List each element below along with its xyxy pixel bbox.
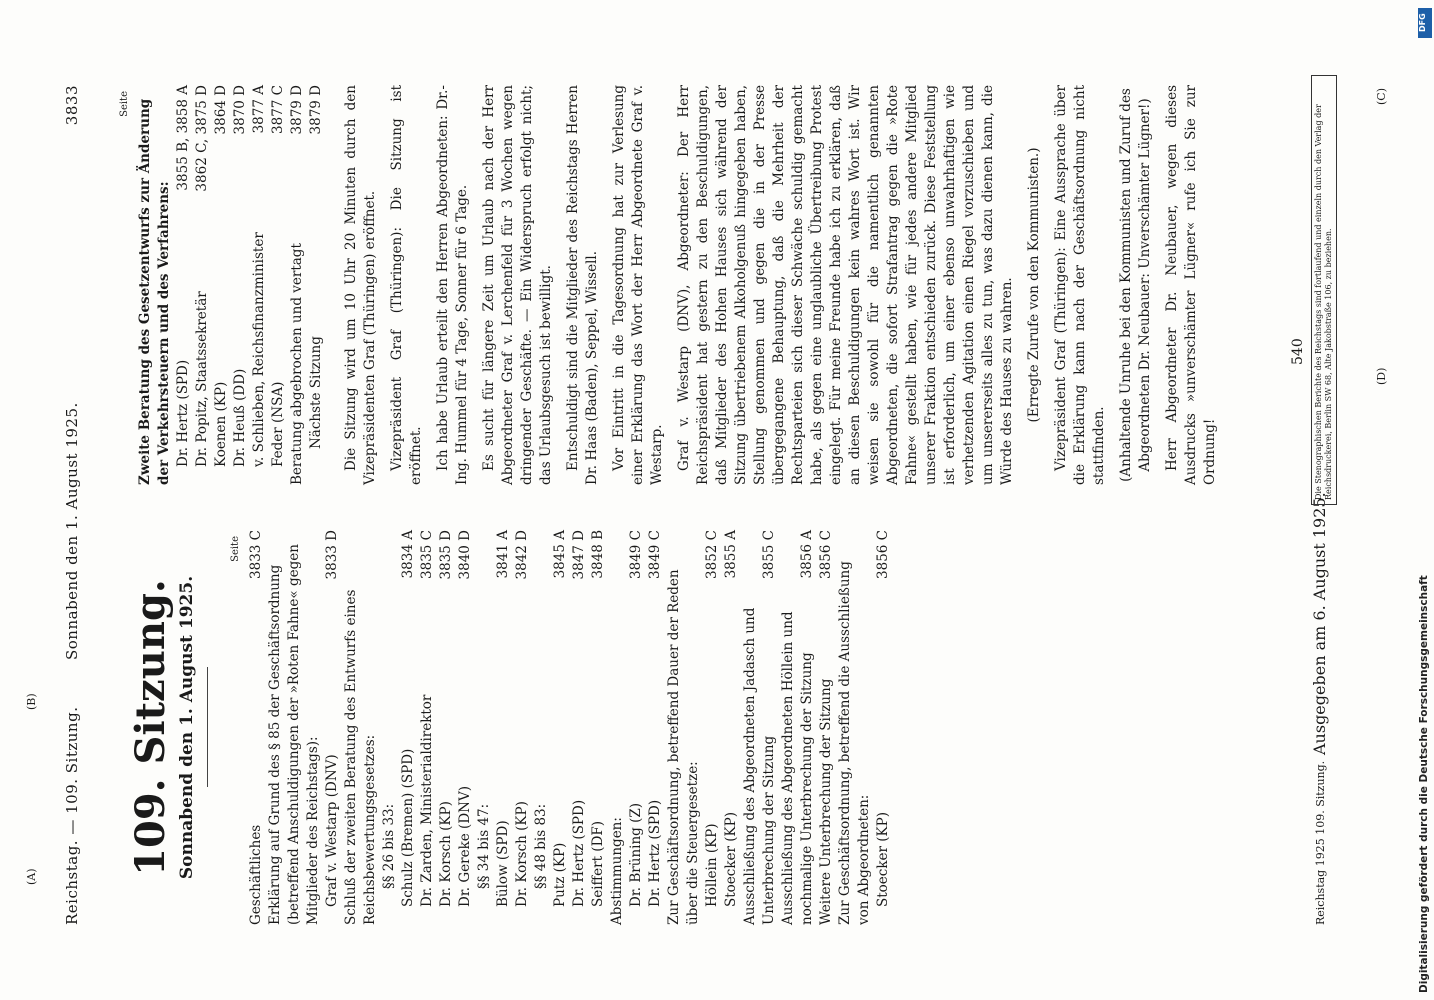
toc-entry: [380, 530, 399, 925]
toc-entry-page: 3870 D: [232, 85, 248, 135]
table-of-contents-left: [247, 530, 893, 925]
proceedings-text: [342, 85, 1220, 485]
left-column: [115, 530, 893, 925]
toc-entry-page: 3877 C: [270, 85, 286, 134]
seite-label: Seite: [230, 536, 241, 562]
toc-entry-page: 3833 D: [324, 530, 340, 580]
toc-entry-page: 3849 C: [628, 530, 644, 579]
toc-entry-text: Dr. Hertz (SPD): [647, 799, 663, 907]
toc-entry-page: 3834 A: [400, 530, 416, 579]
toc-entry-text: Dr. Korsch (KP): [514, 801, 530, 907]
toc-entry-text: Stoecker (KP): [723, 812, 739, 907]
toc-right-heading: Zweite Beratung des Gesetzentwurfs zur Änderung der Verkehrsteuern und des Verfahrens:: [137, 98, 172, 485]
body-paragraph: (Anhaltende Unruhe bei den Kommunisten und Zuruf des Abgeordneten Dr. Neubauer: Unverschämter Lügner!): [1118, 88, 1153, 482]
issue-date: Ausgegeben am 6. August 1925.: [1310, 492, 1329, 755]
toc-entry-text: Graf v. Westarp (DNV): [324, 754, 340, 907]
toc-entry: [817, 530, 836, 925]
toc-entry-page: 3841 A: [495, 530, 511, 579]
margin-marker-c: (C): [1375, 88, 1388, 105]
toc-entry-page: 3879 D: [289, 85, 305, 135]
toc-entry-text: Erklärung auf Grund des § 85 der Geschäftsordnung (betreffend Anschuldigungen der »Roten Fahne« gegen Mitglieder des Reichstags):: [267, 544, 321, 925]
toc-entry-page: 3862 C, 3875 D: [194, 85, 210, 192]
toc-entry: [418, 530, 437, 925]
toc-entry-text: Ausschließung des Abgeordneten Jadasch und Unterbrechung der Sitzung: [742, 607, 777, 925]
margin-marker-b: (B): [25, 693, 38, 710]
body-paragraph: Vor Eintritt in die Tagesordnung hat zur Verlesung einer Erklärung das Wort der Herr Abgeordnete Graf v. Westarp.: [611, 85, 665, 485]
toc-entry-page: 3840 D: [457, 530, 473, 580]
toc-entry-page: 3852 C: [704, 530, 720, 579]
toc-entry-text: Abstimmungen:: [609, 817, 625, 925]
toc-entry: [532, 530, 551, 925]
toc-entry-page: 3855 C: [761, 530, 777, 579]
toc-entry: [665, 530, 703, 925]
toc-entry-page: 3848 B: [590, 530, 606, 579]
body-paragraph: Herr Abgeordneter Dr. Neubauer, wegen dieses Ausdrucks »unverschämter Lügner« rufe ich Sie zur Ordnung!: [1164, 85, 1218, 485]
toc-entry-text: Schluß der zweiten Beratung des Entwurfs eines Reichsbewertungsgesetzes:: [343, 589, 378, 925]
toc-entry: [722, 530, 741, 925]
toc-entry-page: 3856 A: [799, 530, 815, 579]
running-header: [55, 65, 95, 945]
body-paragraph: (Erregte Zurufe von den Kommunisten.): [1026, 147, 1042, 423]
toc-entry-text: Putz (KP): [552, 842, 568, 907]
toc-entry-text: Stoecker (KP): [875, 812, 891, 907]
imprint-box: Die Stenographischen Berichte des Reichstags sind fortlaufend und einzeln durch den Verlag der Reichsdruckerei, Berlin SW 68, Alte Jakobstraße 106, zu beziehen.: [1311, 75, 1337, 505]
toc-entry-page: 3855 A: [723, 530, 739, 579]
toc-entry: [741, 530, 779, 925]
toc-entry-page: 3847 D: [571, 530, 587, 580]
footer-left: Reichstag 1925 109. Sitzung.: [1314, 760, 1327, 925]
document-page: [25, 65, 1388, 945]
toc-entry: [513, 530, 532, 925]
toc-entry: [174, 85, 193, 485]
toc-entry-text: Feder (NSA): [270, 381, 286, 467]
body-paragraph: Entschuldigt sind die Mitglieder des Reichstags Herren Dr. Haas (Baden), Seppel, Wissell.: [565, 85, 600, 485]
toc-entry-page: 3856 C: [875, 530, 891, 579]
toc-entry-text: §§ 26 bis 33:: [381, 803, 397, 889]
toc-entry-text: Ausschließung des Abgeordneten Höllein und nochmalige Unterbrechung der Sitzung: [780, 611, 815, 925]
toc-entry: [551, 530, 570, 925]
toc-entry-text: Dr. Hertz (SPD): [571, 799, 587, 907]
margin-marker-d: (D): [1375, 367, 1388, 385]
session-title: 109. Sitzung.: [127, 579, 174, 876]
toc-entry: [399, 530, 418, 925]
toc-entry: [231, 85, 250, 485]
toc-entry-text: Dr. Gereke (DNV): [457, 786, 473, 907]
toc-entry-page: 3849 C: [647, 530, 663, 579]
toc-entry-text: §§ 34 bis 47:: [476, 803, 492, 889]
toc-entry: [570, 530, 589, 925]
table-of-contents-right: [174, 85, 326, 485]
toc-entry: [288, 85, 307, 485]
toc-entry: [247, 530, 266, 925]
toc-entry-text: Zur Geschäftsordnung, betreffend die Ausschließung von Abgeordneten:: [837, 561, 872, 925]
toc-entry: [703, 530, 722, 925]
session-date: Sonnabend den 1. August 1925.: [177, 575, 197, 880]
toc-entry: [608, 530, 627, 925]
toc-entry-page: 3879 D: [308, 85, 324, 135]
toc-entry-page: 3842 D: [514, 530, 530, 580]
sheet-number: 540: [1290, 338, 1306, 365]
toc-entry-text: Dr. Zarden, Ministerialdirektor: [419, 694, 435, 907]
toc-entry-text: Höllein (KP): [704, 823, 720, 907]
toc-entry: [627, 530, 646, 925]
toc-entry-page: 3855 B, 3858 A: [175, 85, 191, 191]
body-paragraph: Vizepräsident Graf (Thüringen): Die Sitzung ist eröffnet.: [389, 85, 424, 485]
body-paragraph: Graf v. Westarp (DNV), Abgeordneter: Der Herr Reichspräsident hat gestern zu den Beschuldigungen, daß Mitglieder des Hohen Hauses sich während der Sitzung übertriebenem Alkoholgenuß hingegeben haben, Stellung genommen und gegen die in der Presse übergegangene Behauptung, daß die Mehrheit der Rechtsparteien sich dieser Schwäche schuldig gemacht habe, als gegen eine unglaubliche Übertreibung Protest eingelegt. Für meine Freunde habe ich zu erklären, daß an diesen Beschuldigungen kein wahres Wort ist. Wir weisen sie sowohl für die namentlich genannten Abgeordneten, die sofort Strafantrag gegen die »Rote Fahne« gestellt haben, wie für jedes andere Mitglied unserer Fraktion entschieden zurück. Diese Feststellung ist erforderlich, um einer ebenso unwahrhaftigen wie verhetzenden Agitation einen Riegel vorzuschieben und um unsererseits alles zu tun, was dazu dienen kann, die Würde des Hauses zu wahren.: [676, 85, 1015, 485]
toc-entry: [836, 530, 874, 925]
body-paragraph: Ich habe Urlaub erteilt den Herren Abgeordneten: Dr.-Ing. Hummel für 4 Tage, Sonner für 6 Tage.: [435, 85, 470, 485]
toc-entry-text: Geschäftliches: [248, 824, 264, 925]
toc-entry-text: §§ 48 bis 83:: [533, 803, 549, 889]
body-paragraph: Es sucht für längere Zeit um Urlaub nach der Herr Abgeordneter Graf v. Lerchenfeld für 3 Wochen wegen dringender Geschäfte. — Ein Widerspruch erfolgt nicht; das Urlaubsgesuch ist bewilligt.: [481, 85, 554, 485]
toc-entry-text: Zur Geschäftsordnung, betreffend Dauer der Reden über die Steuergesetze:: [666, 569, 701, 925]
toc-entry: [307, 85, 326, 485]
toc-entry: [779, 530, 817, 925]
toc-entry: [212, 85, 231, 485]
toc-entry-text: Dr. Popitz, Staatssekretär: [194, 291, 210, 467]
toc-entry: [494, 530, 513, 925]
toc-entry-page: 3833 C: [248, 530, 264, 579]
toc-entry-page: 3864 D: [213, 85, 229, 135]
toc-entry-text: Bülow (SPD): [495, 820, 511, 907]
toc-entry: [475, 530, 494, 925]
toc-entry-page: 3856 C: [818, 530, 834, 579]
toc-entry: [456, 530, 475, 925]
toc-entry-page: 3877 A: [251, 85, 267, 134]
dfg-logo: DFG: [1418, 8, 1432, 38]
toc-entry: [342, 530, 380, 925]
toc-entry-text: Dr. Korsch (KP): [438, 801, 454, 907]
toc-entry-text: Weitere Unterbrechung der Sitzung: [818, 678, 834, 925]
header-left: Reichstag. — 109. Sitzung.: [63, 706, 81, 925]
toc-entry-text: Koenen (KP): [213, 381, 229, 467]
toc-entry: [193, 85, 212, 485]
toc-entry-text: v. Schlieben, Reichsfinanzminister: [251, 232, 267, 467]
toc-entry: [323, 530, 342, 925]
toc-entry: [269, 85, 288, 485]
title-rule: [207, 668, 208, 788]
header-center: Sonnabend den 1. August 1925.: [63, 402, 81, 660]
toc-entry-text: Schulz (Bremen) (SPD): [400, 748, 416, 907]
toc-entry: [266, 530, 323, 925]
toc-entry-text: Dr. Heuß (DD): [232, 368, 248, 467]
toc-entry-text: Nächste Sitzung: [308, 336, 324, 449]
toc-entry: [646, 530, 665, 925]
toc-entry-text: Seiffert (DF): [590, 820, 606, 907]
seite-label-right: Seite: [119, 91, 130, 117]
toc-entry-text: Dr. Brüning (Z): [628, 803, 644, 907]
toc-entry-page: 3835 D: [438, 530, 454, 580]
toc-entry: [437, 530, 456, 925]
digitization-stamp: [1418, 8, 1432, 993]
toc-entry: [589, 530, 608, 925]
toc-entry: [250, 85, 269, 485]
digitization-note: Digitalisierung gefördert durch die Deutsche Forschungsgemeinschaft: [1418, 575, 1430, 993]
right-column: [115, 85, 1228, 485]
body-paragraph: Vizepräsident Graf (Thüringen): Eine Aussprache über die Erklärung kann nach der Geschäftsordnung nicht stattfinden.: [1053, 85, 1107, 485]
margin-marker-a: (A): [25, 868, 38, 885]
body-paragraph: Die Sitzung wird um 10 Uhr 20 Minuten durch den Vizepräsidenten Graf (Thüringen) eröffnet.: [343, 85, 378, 485]
toc-entry-text: Beratung abgebrochen und vertagt: [289, 243, 305, 485]
toc-entry-page: 3835 C: [419, 530, 435, 579]
toc-entry-text: Dr. Hertz (SPD): [175, 359, 191, 467]
toc-entry-page: 3845 A: [552, 530, 568, 579]
toc-entry: [874, 530, 893, 925]
header-page-number: 3833: [63, 85, 81, 126]
